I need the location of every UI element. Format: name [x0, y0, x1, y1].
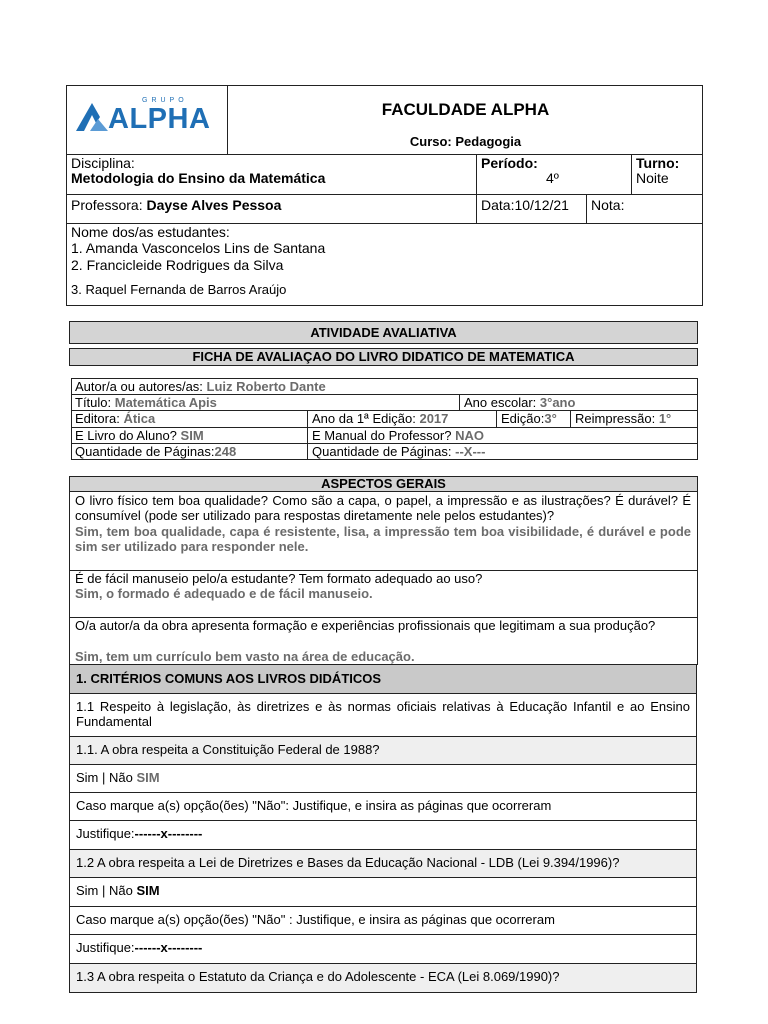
criterios-caso-1: Caso marque a(s) opção(ões) "Não": Justifique, e insira as páginas que ocorreram: [69, 792, 697, 821]
edicao-label: Edição:: [501, 411, 545, 426]
edicao-row: [501, 411, 557, 426]
disciplina-label: Disciplina:: [71, 155, 135, 171]
sim-nao-resp-2: SIM: [136, 883, 160, 898]
atividade-title: ATIVIDADE AVALIATIVA: [69, 321, 698, 344]
estudante-1: 1. Amanda Vasconcelos Lins de Santana: [71, 240, 326, 256]
autor-row: [75, 379, 326, 394]
criterios-caso-2: Caso marque a(s) opção(ões) "Não" : Justifique, e insira as páginas que ocorreram: [69, 906, 697, 935]
criterios-justifique-1: [69, 820, 697, 850]
ano-edicao-label: Ano da 1ª Edição:: [312, 411, 416, 426]
manual-label: E Manual do Professor?: [312, 428, 452, 443]
reimpressao-label: Reimpressão:: [575, 411, 656, 426]
ano-escolar-value: 3°ano: [539, 395, 576, 410]
divider: [307, 410, 308, 460]
titulo-value: Matemática Apis: [114, 395, 217, 410]
sim-nao-resp-1: SIM: [136, 770, 160, 785]
paginas-label: Quantidade de Páginas:: [75, 444, 215, 459]
sim-nao-label-2: Sim | Não: [76, 883, 133, 898]
aspectos-q2: É de fácil manuseio pelo/a estudante? Tem formato adequado ao uso?: [75, 571, 483, 586]
justifique-value-2: ------x--------: [134, 940, 203, 955]
alpha-logo-icon: [76, 99, 110, 133]
editora-row: [75, 411, 155, 426]
ano-escolar-row: [464, 395, 575, 410]
logo-big-text: ALPHA: [108, 103, 211, 135]
justifique-label-1: Justifique:: [76, 826, 135, 841]
divider: [66, 194, 703, 195]
estudantes-label: Nome dos/as estudantes:: [71, 224, 230, 240]
logo-small-text: GRUPO: [142, 97, 188, 104]
disciplina-value: Metodologia do Ensino da Matemática: [71, 170, 326, 186]
aspectos-a3: Sim, tem um currículo bem vasto na área de educação.: [75, 649, 415, 664]
livro-aluno-row: [75, 428, 204, 443]
paginas-row: [75, 444, 236, 459]
criterios-sim-nao-2: [69, 877, 697, 907]
turno-value: Noite: [636, 170, 669, 186]
aspectos-q3: O/a autor/a da obra apresenta formação e experiências profissionais que legitimam a sua produção?: [75, 618, 656, 633]
criterios-sim-nao-1: [69, 764, 697, 793]
aspectos-q1: O livro físico tem boa qualidade? Como são a capa, o papel, a impressão e as ilustrações? É durável? É consumível (pode ser utilizado para respostas diretamente nele pelos estudantes)?: [75, 493, 691, 523]
professora-value: Dayse Alves Pessoa: [146, 197, 282, 213]
ano-edicao-value: 2017: [419, 411, 449, 426]
paginas2-row: [312, 444, 485, 459]
paginas-value: 248: [214, 444, 237, 459]
divider: [570, 410, 571, 427]
course-label: Curso: Pedagogia: [409, 134, 522, 149]
paginas2-label: Quantidade de Páginas:: [312, 444, 452, 459]
autor-value: Luiz Roberto Dante: [206, 379, 326, 394]
manual-row: [312, 428, 484, 443]
livro-aluno-label: E Livro do Aluno?: [75, 428, 177, 443]
editora-label: Editora:: [75, 411, 120, 426]
edicao-value: 3°: [544, 411, 557, 426]
divider: [66, 154, 703, 155]
periodo-value: 4º: [546, 170, 559, 186]
livro-aluno-value: SIM: [180, 428, 204, 443]
divider: [631, 154, 632, 194]
nota-label: Nota:: [591, 197, 625, 213]
reimpressao-value: 1°: [658, 411, 672, 426]
aspectos-title: ASPECTOS GERAIS: [69, 476, 698, 492]
criterios-title: 1. CRITÉRIOS COMUNS AOS LIVROS DIDÁTICOS: [69, 664, 697, 694]
ano-edicao-row: [312, 411, 448, 426]
professora-row: [71, 197, 281, 213]
estudante-2: 2. Francicleide Rodrigues da Silva: [71, 257, 284, 273]
criterios-justifique-2: [69, 934, 697, 964]
titulo-label: Título:: [75, 395, 112, 410]
justifique-value-1: ------x--------: [134, 826, 203, 841]
autor-label: Autor/a ou autores/as:: [75, 379, 203, 394]
turno-label: Turno:: [636, 155, 680, 171]
divider: [496, 410, 497, 427]
ano-escolar-label: Ano escolar:: [464, 395, 537, 410]
divider: [476, 154, 477, 223]
divider: [459, 394, 460, 410]
criterios-q11: 1.1. A obra respeita a Constituição Federal de 1988?: [69, 736, 697, 765]
estudante-3: 3. Raquel Fernanda de Barros Araújo: [71, 282, 287, 297]
criterios-intro: 1.1 Respeito à legislação, às diretrizes e às normas oficiais relativas à Educação Infantil e ao Ensino Fundamental: [69, 693, 697, 737]
justifique-label-2: Justifique:: [76, 940, 135, 955]
criterios-q13: 1.3 A obra respeita o Estatuto da Criança e do Adolescente - ECA (Lei 8.069/1990)?: [69, 963, 697, 993]
divider: [586, 194, 587, 223]
professora-label: Professora:: [71, 197, 143, 213]
sim-nao-label-1: Sim | Não: [76, 770, 133, 785]
paginas2-value: --X---: [455, 444, 486, 459]
reimpressao-row: [575, 411, 671, 426]
logo-cell: [66, 85, 228, 154]
aspectos-a2: Sim, o formado é adequado e de fácil manuseio.: [75, 586, 373, 601]
titulo-row: [75, 395, 217, 410]
ficha-title: FICHA DE AVALIAÇAO DO LIVRO DIDATICO DE MATEMATICA: [69, 348, 698, 366]
criterios-q12: 1.2 A obra respeita a Lei de Diretrizes e Bases da Educação Nacional - LDB (Lei 9.394/1996)?: [69, 849, 697, 878]
manual-value: NAO: [455, 428, 484, 443]
editora-value: Ática: [123, 411, 156, 426]
aspectos-a1: Sim, tem boa qualidade, capa é resistente, lisa, a impressão tem boa visibilidade, é durável e pode sim ser utilizado para responder nele.: [75, 524, 691, 554]
institution-title: FACULDADE ALPHA: [381, 100, 550, 119]
periodo-label: Período:: [481, 155, 538, 171]
data-value: Data:10/12/21: [481, 197, 569, 213]
